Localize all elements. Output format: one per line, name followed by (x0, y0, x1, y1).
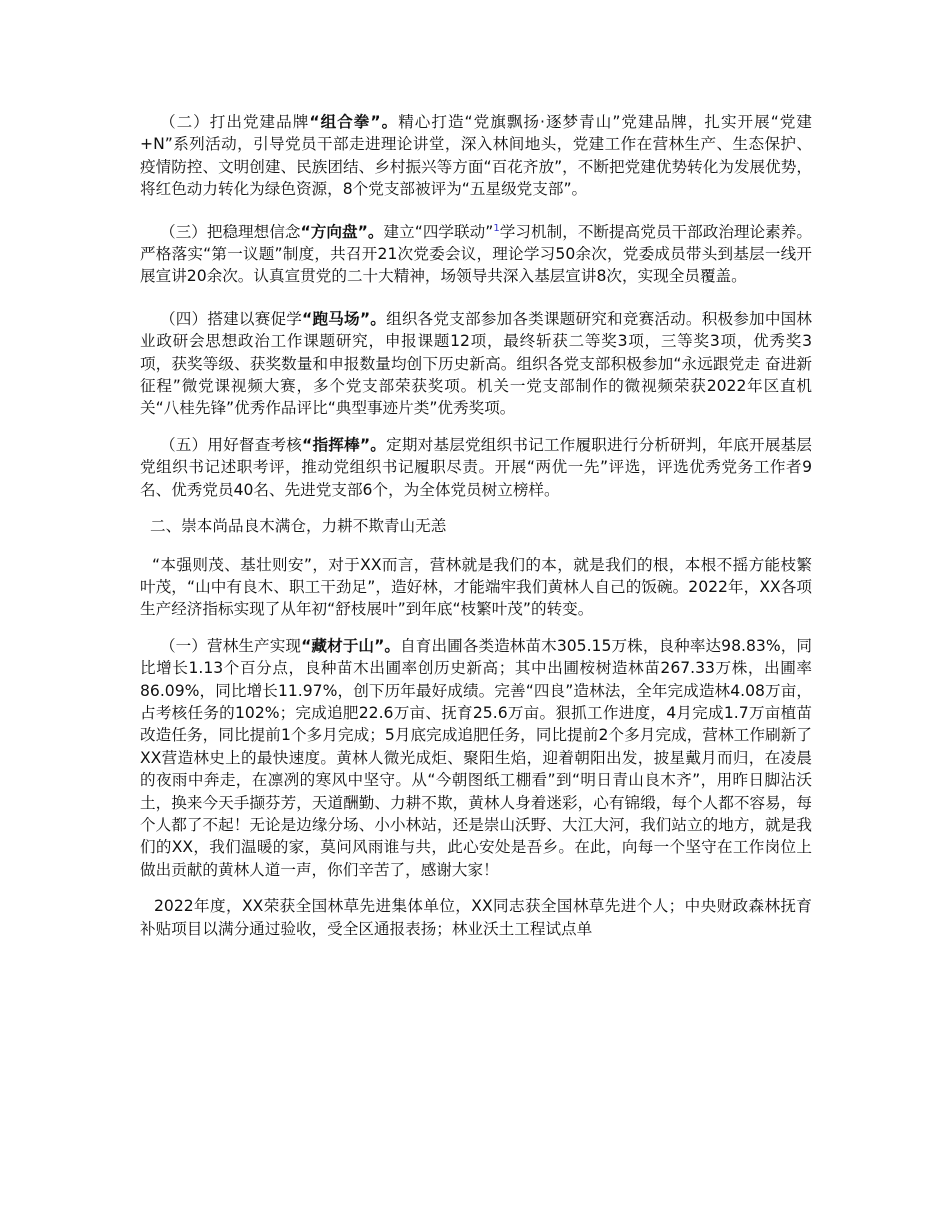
paragraph-opening: （二）打出党建品牌 (160, 113, 310, 131)
paragraph-afforestation (140, 635, 812, 881)
paragraph-opening: （四）搭建以赛促学 (160, 309, 303, 328)
paragraph-honors: 2022年度，XX荣获全国林草先进集体单位，XX同志获全国林草先进个人；中央财政森林抚育补贴项目以满分通过验收，受全区通报表扬；林业沃土工程试点单 (140, 897, 812, 938)
paragraph-body: 定期对基层党组织书记工作履职进行分析研判，年底开展基层党组织书记述职考评，推动党组织书记履职尽责。开展“两优一先”评选，评选优秀党务工作者9名、优秀党员40名、先进党支部6个，为全体党员树立榜样。 (140, 435, 812, 499)
paragraph-lead-phrase: “跑马场”。 (302, 309, 387, 328)
paragraph-party-brand (140, 111, 812, 201)
paragraph-opening: （三）把稳理想信念 (160, 222, 301, 241)
paragraph-body: 建立“四学联动” (383, 222, 494, 241)
paragraph-lead-phrase: “藏材于山”。 (301, 636, 401, 655)
paragraph-ideals (140, 221, 812, 288)
paragraph-body: 学习机制，不断提高党员干部政治理论素养。严格落实“第一议题”制度，共召开21次党委会议，理论学习50余次，党委成员带头到基层一线开展宣讲20余次。认真宣贯党的二十大精神，场领导共深入基层宣讲8次，实现全员覆盖。 (140, 222, 812, 286)
document-page (140, 111, 812, 954)
paragraph-body: 精心打造“党旗飘扬·逐梦青山”党建品牌，扎实开展“党建+N”系列活动，引导党员干部走进理论讲堂，深入林间地头，党建工作在营林生产、生态保护、疫情防控、文明创建、民族团结、乡村振兴等方面“百花齐放”，不断把党建优势转化为发展优势，将红色动力转化为绿色资源，8个党支部被评为“五星级党支部”。 (140, 113, 812, 199)
footnote-link[interactable]: 1 (493, 222, 500, 234)
paragraph-lead-phrase: “方向盘”。 (300, 222, 384, 241)
paragraph-body: 自育出圃各类造林苗木305.15万株，良种率达98.83%，同比增长1.13个百分点，良种苗木出圃率创历史新高；其中出圃桉树造林苗267.33万株，出圃率86.09%，同比增长11.97%，创下历年最好成绩。完善“四良”造林法，全年完成造林4.08万亩，占考核任务的102%；完成追肥22.6万亩、抚育25.6万亩。狠抓工作进度，4月完成1.7万亩植苗改造任务，同比提前1个多月完成；5月底完成追肥任务，同比提前2个多月完成，营林工作刷新了XX营造林史上的最快速度。黄林人微光成炬、聚阳生焰，迎着朝阳出发，披星戴月而归，在凌晨的夜雨中奔走，在凛冽的寒风中坚守。从“今朝图纸工棚看”到“明日青山良木齐”，用昨日脚沾沃土，换来今天手撷芬芳，天道酬勤、力耕不欺，黄林人身着迷彩，心有锦缎，每个人都不容易，每个人都了不起！无论是边缘分场、小小林站，还是崇山沃野、大江大河，我们站立的地方，就是我们的XX，我们温暖的家，莫问风雨谁与共，此心安处是吾乡。在此，向每一个坚守在工作岗位上做出贡献的黄林人道一声，你们辛苦了，感谢大家！ (140, 636, 812, 879)
paragraph-lead-phrase: “指挥棒”。 (302, 435, 387, 454)
paragraph-lead-phrase: “组合拳”。 (309, 113, 399, 131)
section-heading: 二、崇本尚品良木满仓，力耕不欺青山无恙 (150, 517, 447, 536)
paragraph-opening: （五）用好督查考核 (160, 435, 303, 454)
paragraph-body: 组织各党支部参加各类课题研究和竞赛活动。积极参加中国林业政研会思想政治工作课题研究，申报课题12项，最终斩获二等奖3项，三等奖3项，优秀奖3项，获奖等级、获奖数量和申报数量均创下历史新高。组织各党支部积极参加“永远跟党走 奋进新征程”微党课视频大赛，多个党支部荣获奖项。机关一党支部制作的微视频荣获2022年区直机关“八桂先锋”优秀作品评比“典型事迹片类”优秀奖项。 (140, 309, 812, 418)
paragraph-supervision (140, 434, 812, 501)
paragraph-foundation: “本强则茂、基壮则安”，对于XX而言，营林就是我们的本，就是我们的根，本根不摇方能枝繁叶茂，“山中有良木、职工干劲足”，造好林，才能端牢我们黄林人自己的饭碗。2022年，XX各项生产经济指标实现了从年初“舒枝展叶”到年底“枝繁叶茂”的转变。 (140, 555, 812, 619)
paragraph-competition (140, 308, 812, 420)
paragraph-opening: （一）营林生产实现 (160, 636, 302, 655)
